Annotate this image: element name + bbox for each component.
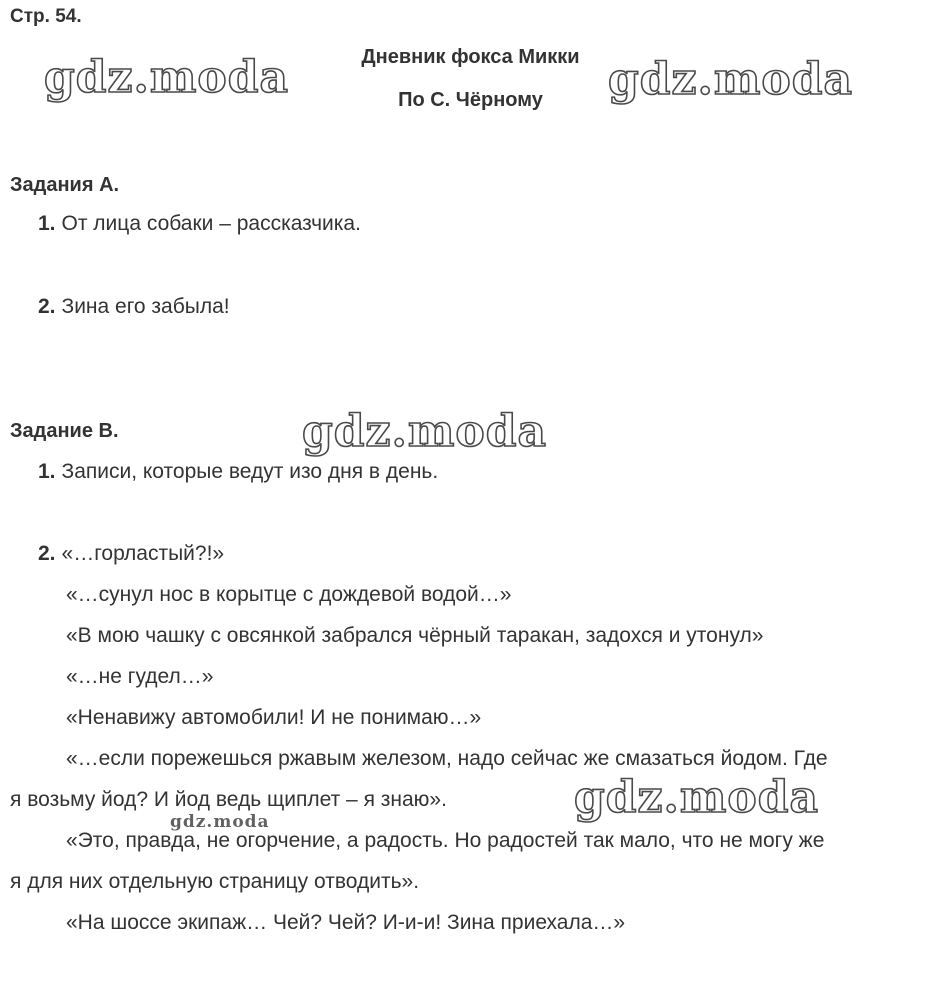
- watermark-top-right: gdz.moda: [608, 54, 854, 105]
- watermark-top-left: gdz.moda: [44, 52, 290, 103]
- item-text: От лица собаки – рассказчика.: [61, 212, 361, 235]
- page-number: Стр. 54.: [10, 6, 82, 27]
- quote-line: я для них отдельную страницу отводить».: [10, 870, 420, 893]
- item-number: 1.: [38, 212, 56, 235]
- document-title: [0, 46, 951, 69]
- watermark-small: gdz.moda: [170, 812, 270, 832]
- title-text: Дневник фокса Микки: [361, 46, 580, 68]
- quote-line: «…если порежешься ржавым железом, надо сейчас же смазаться йодом. Где: [66, 747, 828, 770]
- watermark-middle: gdz.moda: [302, 406, 548, 457]
- document-subtitle: [0, 89, 951, 112]
- section-a-item-2: [38, 295, 230, 319]
- quote-line: «…сунул нос в корытце с дождевой водой…»: [66, 583, 512, 606]
- section-b-heading: Задание В.: [10, 420, 119, 442]
- section-b-item-1: [38, 460, 438, 484]
- quote-line: «Это, правда, не огорчение, а радость. Но радостей так мало, что не могу же: [66, 829, 825, 852]
- section-a-heading: Задания А.: [10, 174, 120, 196]
- quote-line: «Ненавижу автомобили! И не понимаю…»: [66, 706, 482, 729]
- quote-line: «На шоссе экипаж… Чей? Чей? И-и-и! Зина приехала…»: [66, 911, 626, 934]
- quote-line: «В мою чашку с овсянкой забрался чёрный таракан, задохся и утонул»: [66, 624, 764, 647]
- quote-line: я возьму йод? И йод ведь щиплет – я знаю».: [10, 788, 447, 811]
- section-b-item-2: [38, 542, 224, 566]
- item-number: 1.: [38, 460, 56, 483]
- item-text: Зина его забыла!: [61, 295, 230, 318]
- item-number: 2.: [38, 542, 56, 565]
- item-number: 2.: [38, 295, 56, 318]
- section-a-item-1: [38, 212, 361, 236]
- watermark-lower-right: gdz.moda: [574, 772, 820, 823]
- quote-text: «…горластый?!»: [61, 542, 225, 565]
- subtitle-text: По С. Чёрному: [398, 89, 543, 111]
- item-text: Записи, которые ведут изо дня в день.: [61, 460, 439, 483]
- quote-line: «…не гудел…»: [66, 665, 214, 688]
